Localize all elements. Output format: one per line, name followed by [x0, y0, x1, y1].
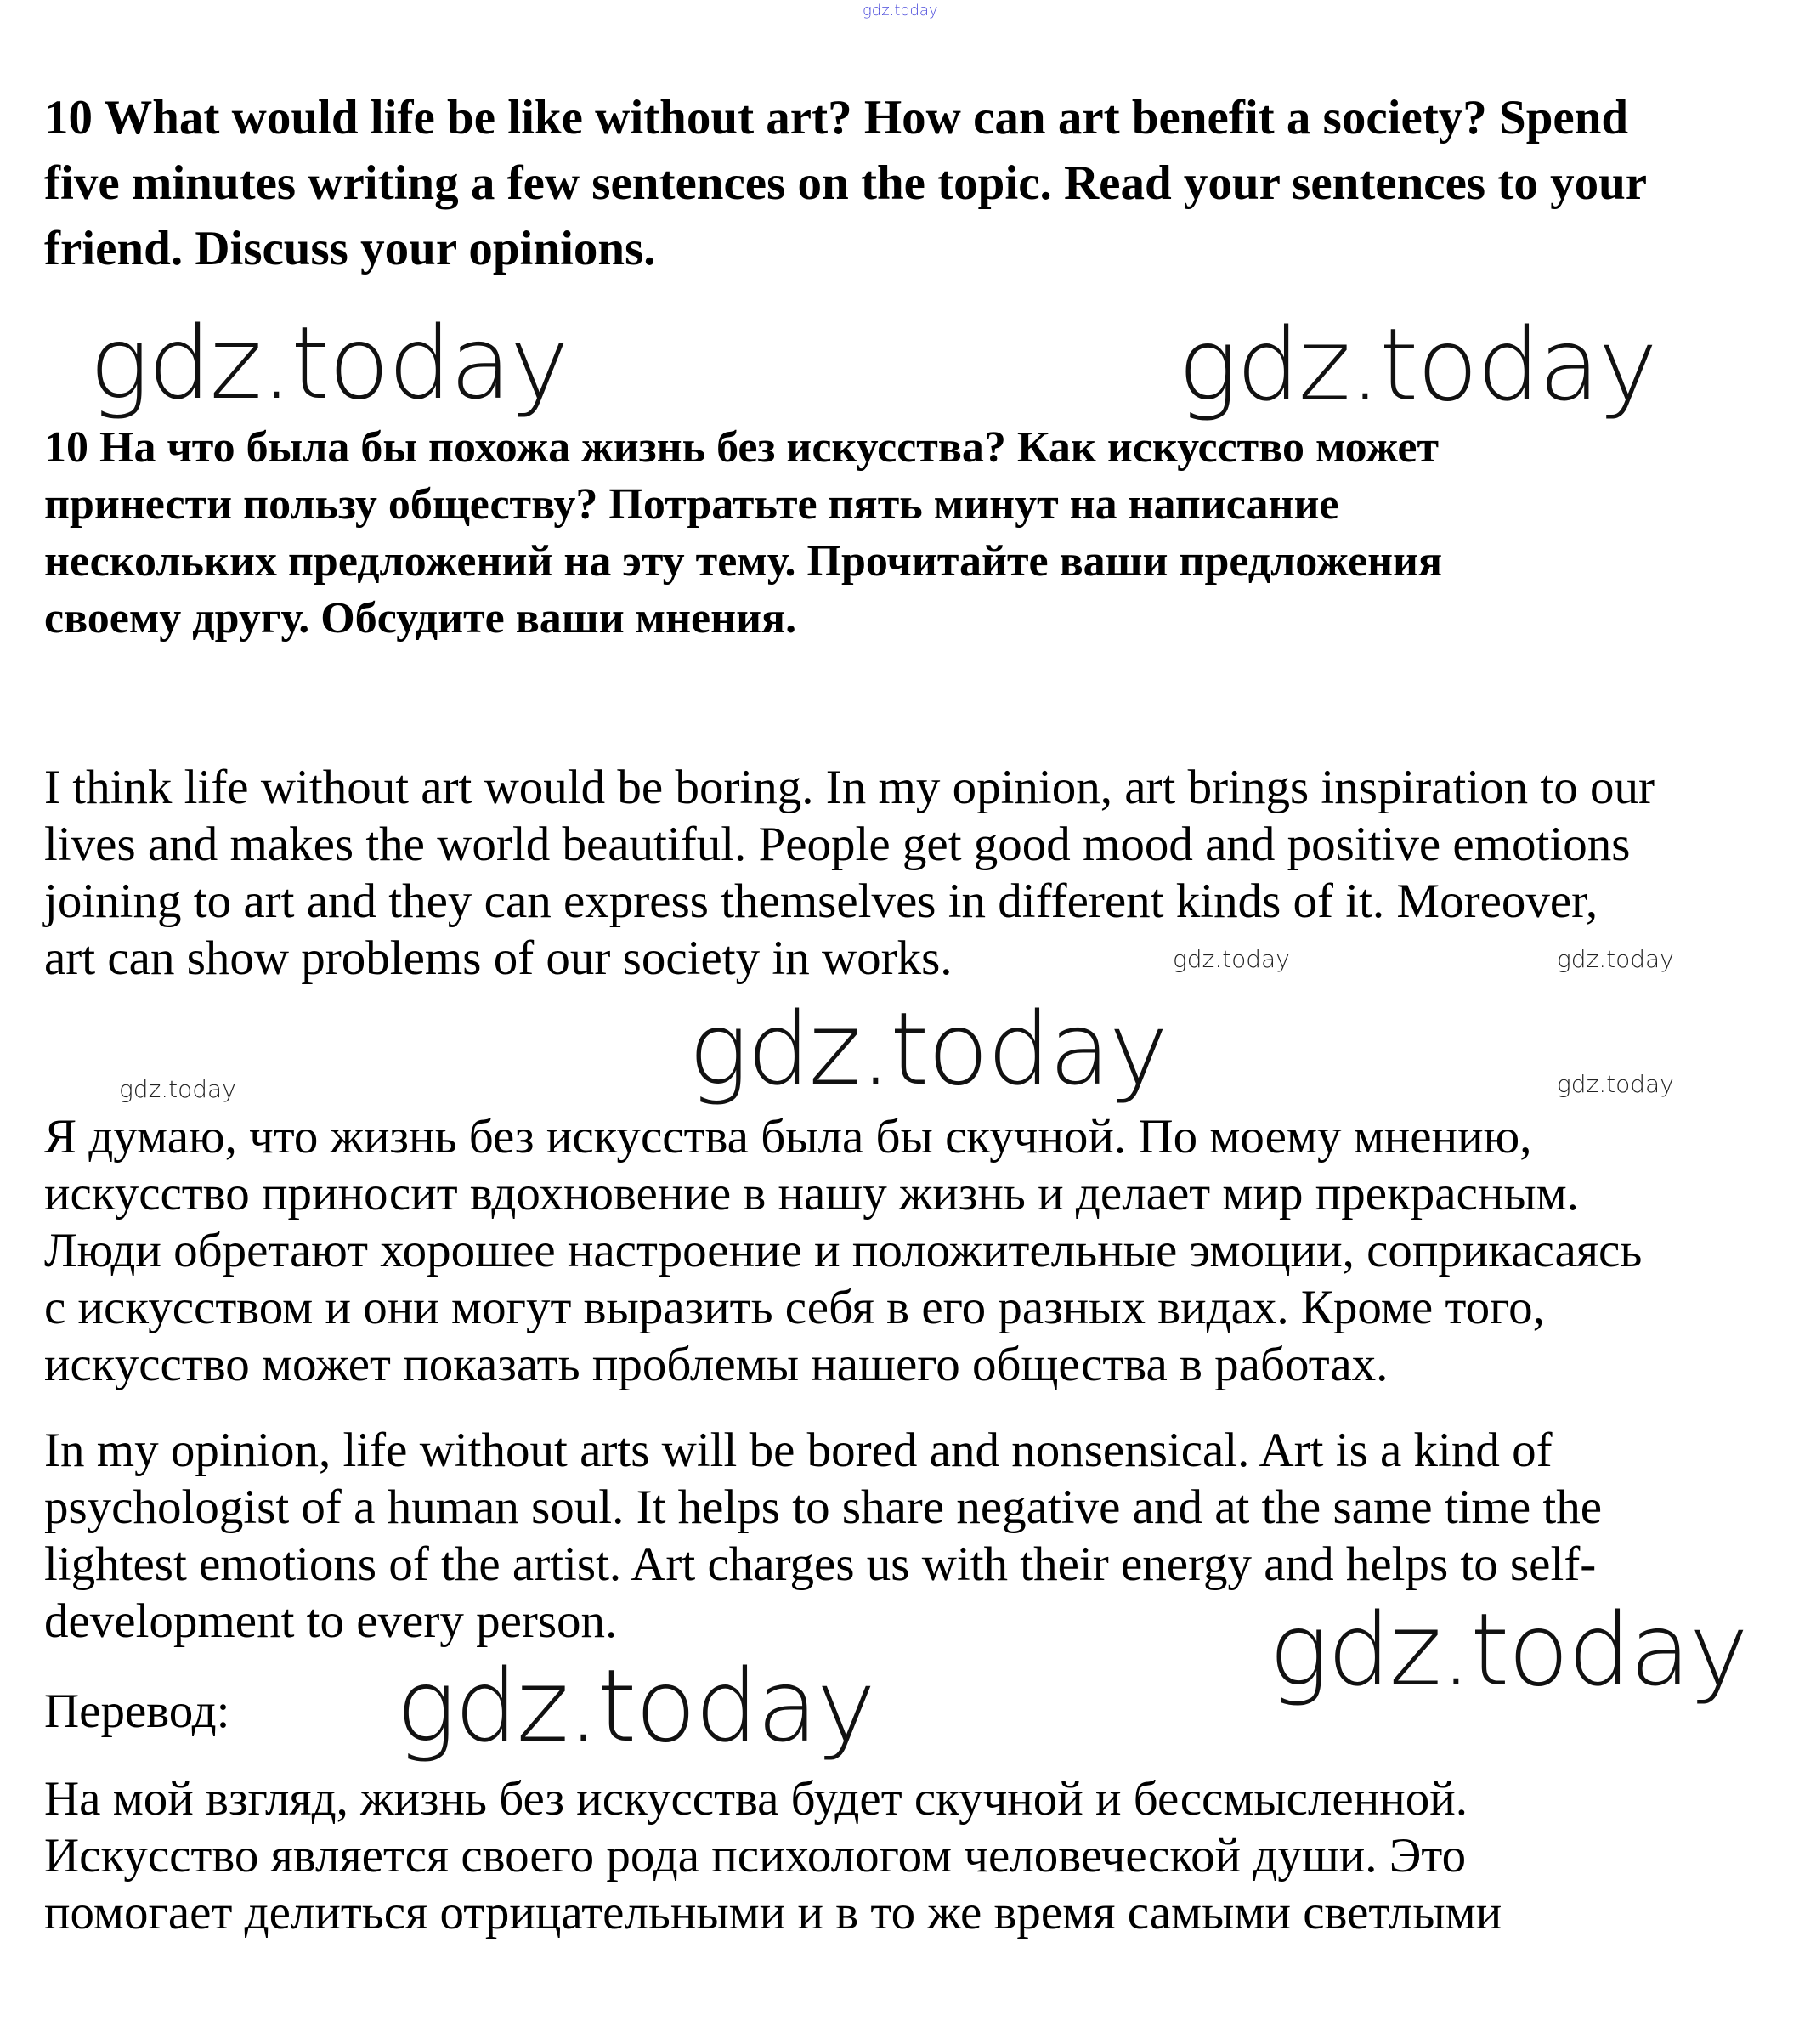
- text-line: Люди обретают хорошее настроение и положительные эмоции, соприкасаясь: [44, 1224, 1643, 1277]
- watermark: gdz.today: [1178, 306, 1656, 423]
- text-line: с искусством и они могут выразить себя в его разных видах. Кроме того,: [44, 1281, 1545, 1334]
- text-line: нескольких предложений на эту тему. Прочитайте ваши предложения: [44, 537, 1443, 586]
- watermark-top: gdz.today: [863, 2, 938, 20]
- task-heading-ru: [44, 419, 1442, 647]
- text-line: friend. Discuss your opinions.: [44, 222, 656, 275]
- text-line: art can show problems of our society in works.: [44, 931, 953, 985]
- text-line: psychologist of a human soul. It helps to share negative and at the same time the: [44, 1481, 1603, 1534]
- text-line: I think life without art would be boring. In my opinion, art brings inspiration to our: [44, 761, 1655, 814]
- text-line: На мой взгляд, жизнь без искусства будет скучной и бессмысленной.: [44, 1772, 1468, 1826]
- text-line: искусство приносит вдохновение в нашу жизнь и делает мир прекрасным.: [44, 1167, 1579, 1220]
- watermark: gdz.today: [89, 304, 568, 422]
- text-line: five minutes writing a few sentences on the topic. Read your sentences to your: [44, 156, 1648, 210]
- watermark-small: gdz.today: [1557, 1070, 1674, 1098]
- text-line: In my opinion, life without arts will be bored and nonsensical. Art is a kind of: [44, 1424, 1553, 1477]
- text-line: 10 На что была бы похожа жизнь без искусства? Как искусство может: [44, 423, 1440, 472]
- watermark: gdz.today: [1269, 1591, 1747, 1708]
- watermark-small: gdz.today: [1173, 945, 1290, 973]
- text-line: Я думаю, что жизнь без искусства была бы скучной. По моему мнению,: [44, 1110, 1532, 1164]
- answer1-ru: [44, 1108, 1642, 1393]
- text-line: joining to art and they can express themselves in different kinds of it. Moreover,: [44, 875, 1598, 928]
- text-line: искусство может показать проблемы нашего общества в работах.: [44, 1338, 1389, 1391]
- text-line: помогает делиться отрицательными и в то же время самыми светлыми: [44, 1886, 1502, 1939]
- watermark: gdz.today: [688, 990, 1167, 1107]
- text-line: lives and makes the world beautiful. People get good mood and positive emotions: [44, 818, 1631, 871]
- watermark: gdz.today: [396, 1647, 874, 1764]
- text-line: своему другу. Обсудите ваши мнения.: [44, 594, 797, 643]
- watermark-small: gdz.today: [1557, 945, 1674, 973]
- translation-label: Перевод:: [44, 1684, 230, 1738]
- task-heading-en: [44, 85, 1647, 281]
- answer2-ru: [44, 1770, 1502, 1941]
- text-line: lightest emotions of the artist. Art charges us with their energy and helps to self-: [44, 1537, 1597, 1591]
- text-line: принести пользу обществу? Потратьте пять минут на написание: [44, 480, 1339, 529]
- text-line: development to every person.: [44, 1594, 618, 1648]
- text-line: Искусство является своего рода психологом человеческой души. Это: [44, 1829, 1467, 1883]
- text-line: 10 What would life be like without art? How can art benefit a society? Spend: [44, 91, 1629, 144]
- answer1-en: [44, 759, 1655, 987]
- watermark-small: gdz.today: [119, 1075, 236, 1103]
